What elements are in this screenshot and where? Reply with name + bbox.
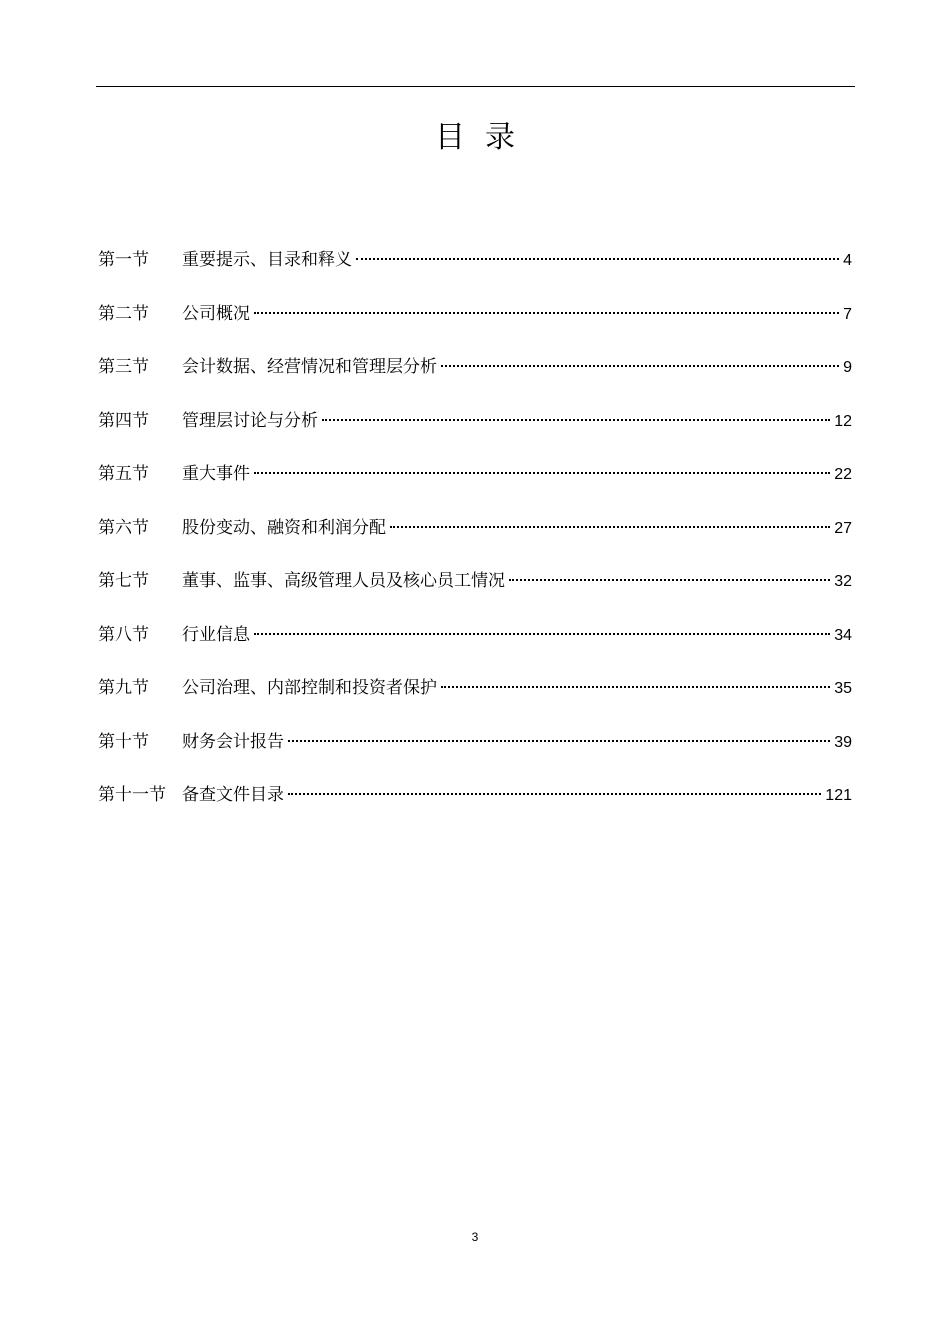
toc-section-name: 财务会计报告	[182, 731, 284, 752]
toc-list	[98, 243, 852, 832]
toc-dot-leader	[322, 419, 830, 421]
page-title: 目录	[435, 120, 535, 155]
toc-page-number: 32	[834, 573, 852, 590]
toc-section-label: 第四节	[98, 410, 149, 431]
toc-section-name: 股份变动、融资和利润分配	[182, 517, 386, 538]
toc-page-number: 22	[834, 466, 852, 483]
header-rule	[96, 86, 855, 87]
toc-dot-leader	[390, 526, 830, 528]
toc-entry-8[interactable]	[98, 618, 852, 672]
toc-section-label: 第十节	[98, 731, 149, 752]
toc-entry-6[interactable]	[98, 511, 852, 565]
toc-section-label: 第六节	[98, 517, 149, 538]
toc-dot-leader	[254, 472, 830, 474]
toc-entry-2[interactable]	[98, 297, 852, 351]
toc-section-name: 管理层讨论与分析	[182, 410, 318, 431]
toc-section-label: 第十一节	[98, 785, 166, 805]
toc-dot-leader	[356, 258, 839, 260]
toc-page-number: 35	[834, 680, 852, 697]
toc-section-name: 备查文件目录	[182, 785, 284, 805]
toc-section-label: 第二节	[98, 303, 149, 324]
toc-page-number: 121	[825, 787, 852, 804]
toc-section-name: 重大事件	[182, 464, 250, 484]
toc-section-label: 第八节	[98, 624, 149, 645]
toc-entry-1[interactable]	[98, 243, 852, 297]
toc-page-number: 12	[834, 412, 852, 430]
page-footer-number: 3	[471, 1230, 479, 1244]
toc-page-number: 7	[843, 305, 852, 323]
toc-dot-leader	[288, 793, 821, 795]
toc-entry-4[interactable]	[98, 404, 852, 458]
toc-page-number: 34	[834, 626, 852, 644]
toc-section-name: 重要提示、目录和释义	[182, 250, 352, 270]
toc-section-label: 第七节	[98, 571, 149, 591]
toc-section-label: 第一节	[98, 250, 149, 270]
toc-section-label: 第五节	[98, 464, 149, 484]
toc-entry-10[interactable]	[98, 725, 852, 779]
toc-section-name: 公司治理、内部控制和投资者保护	[182, 678, 437, 698]
toc-entry-7[interactable]	[98, 564, 852, 618]
toc-page-number: 4	[843, 252, 852, 269]
toc-dot-leader	[509, 579, 830, 581]
toc-entry-9[interactable]	[98, 671, 852, 725]
toc-section-name: 董事、监事、高级管理人员及核心员工情况	[182, 571, 505, 591]
toc-entry-11[interactable]	[98, 778, 852, 832]
toc-dot-leader	[254, 312, 839, 314]
toc-entry-5[interactable]	[98, 457, 852, 511]
toc-dot-leader	[288, 740, 830, 742]
toc-page-number: 27	[834, 519, 852, 537]
toc-section-label: 第九节	[98, 678, 149, 698]
toc-section-name: 行业信息	[182, 624, 250, 645]
toc-dot-leader	[254, 633, 830, 635]
toc-page-number: 39	[834, 733, 852, 751]
toc-page-number: 9	[843, 359, 852, 376]
toc-section-name: 公司概况	[182, 303, 250, 324]
toc-dot-leader	[441, 686, 830, 688]
toc-section-name: 会计数据、经营情况和管理层分析	[182, 357, 437, 377]
toc-section-label: 第三节	[98, 357, 149, 377]
toc-dot-leader	[441, 365, 839, 367]
toc-entry-3[interactable]	[98, 350, 852, 404]
